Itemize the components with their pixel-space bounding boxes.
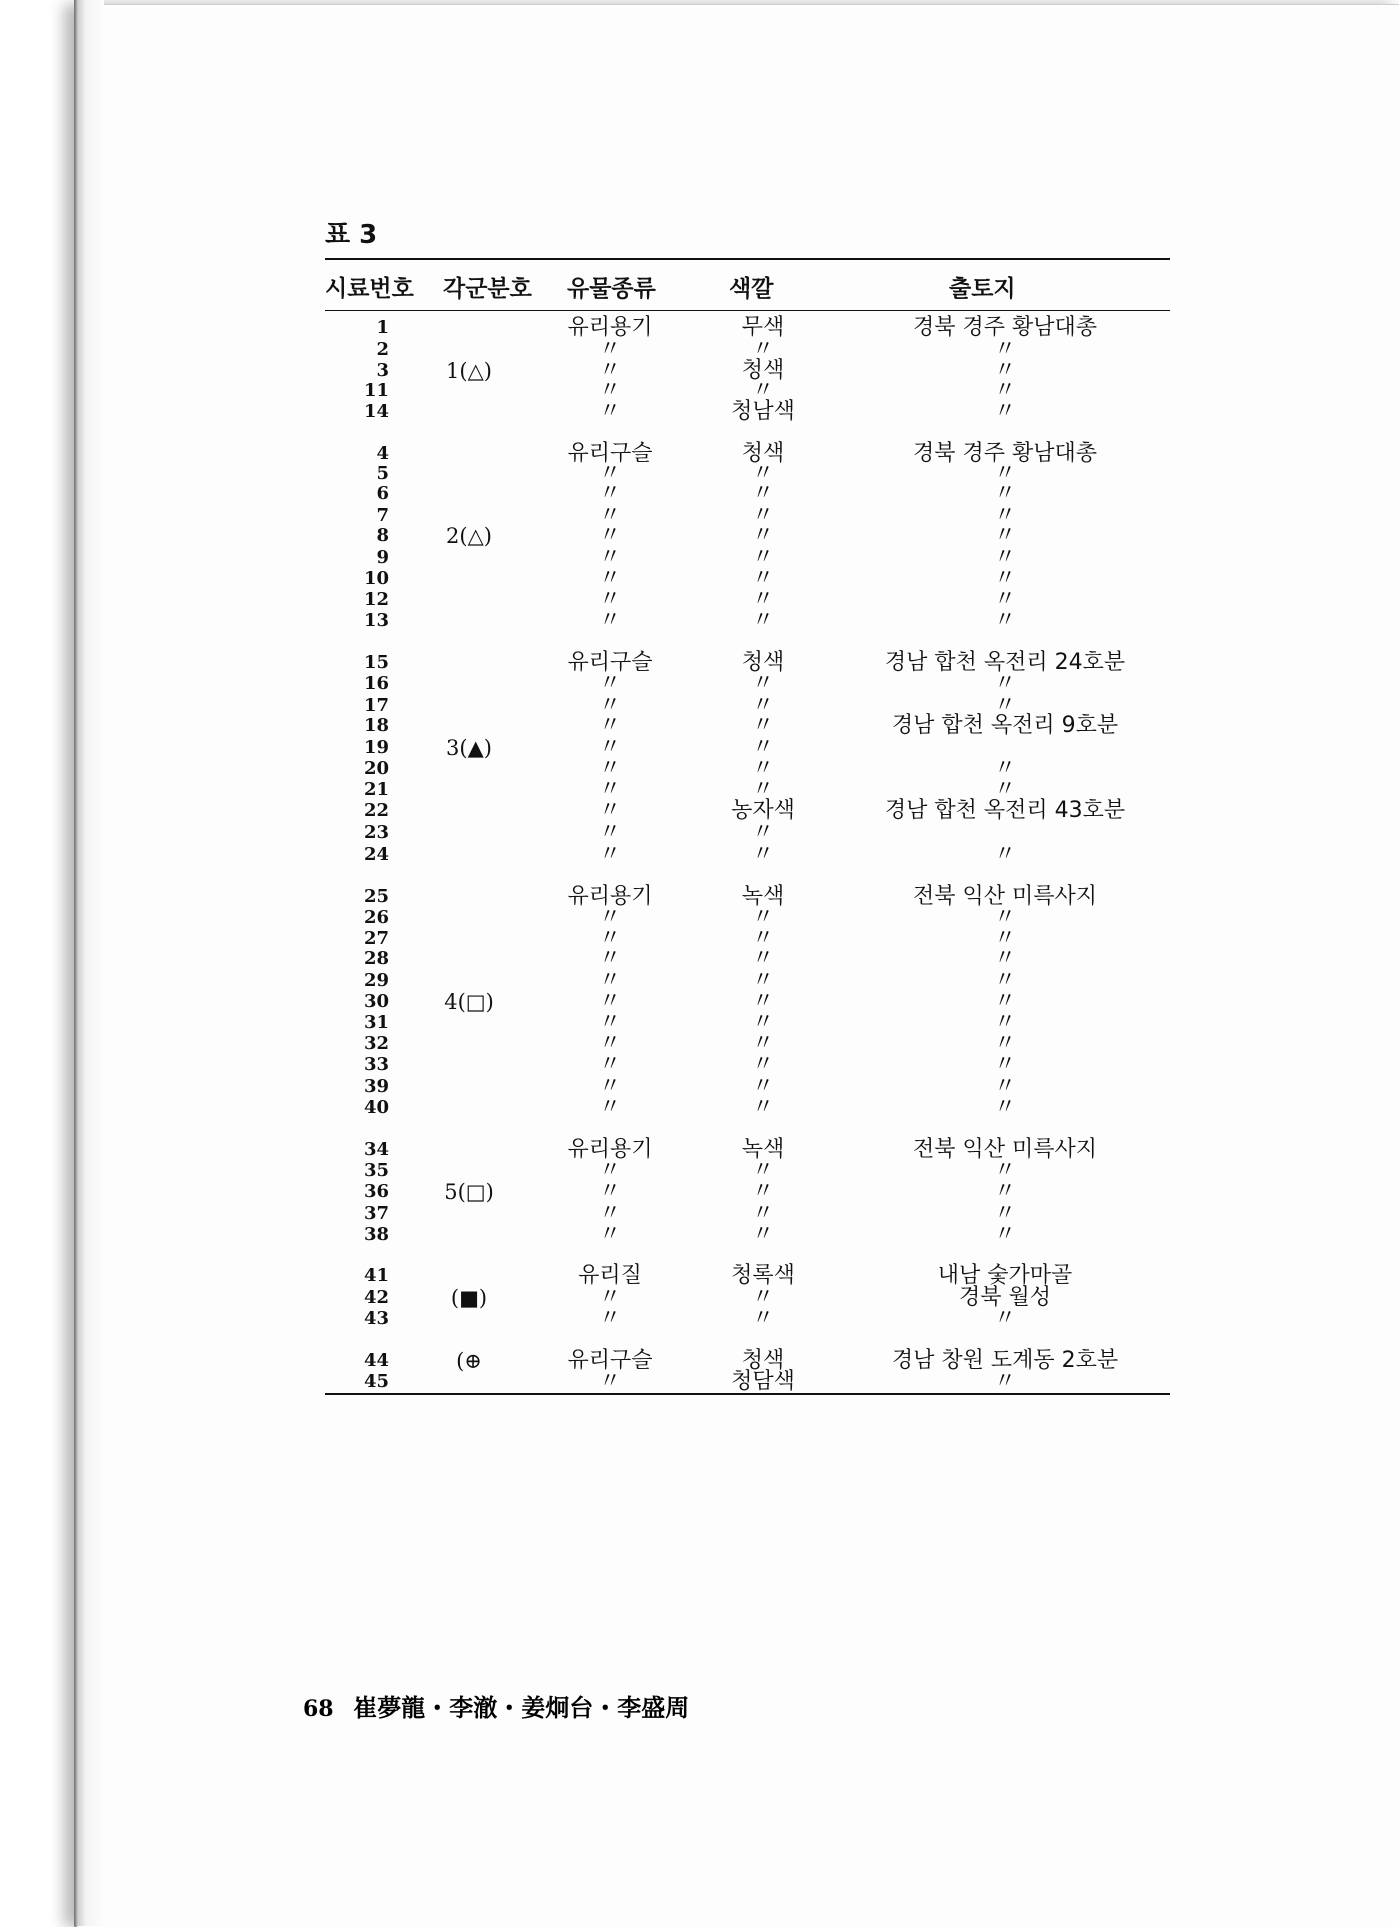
color-cell: 청남색 — [731, 399, 795, 424]
artifact-type-cell: 〃 — [598, 1201, 621, 1226]
color-cell: 〃 — [751, 503, 774, 528]
sample-number-cell: 23 — [363, 822, 389, 843]
sample-number-cell: 6 — [376, 483, 389, 504]
color-cell: 농자색 — [731, 798, 795, 823]
color-cell: 〃 — [751, 1010, 774, 1035]
site-cell: 〃 — [993, 503, 1016, 528]
artifact-type-cell: 유리구슬 — [567, 441, 653, 466]
sample-number-cell: 42 — [363, 1287, 389, 1308]
artifact-type-cell: 〃 — [598, 820, 621, 845]
site-cell: 〃 — [993, 461, 1016, 486]
color-cell: 〃 — [751, 378, 774, 403]
group-number-cell: 3(▲) — [446, 736, 492, 760]
group-number-cell: (⊕ — [456, 1349, 482, 1373]
sample-number-cell: 11 — [363, 380, 389, 401]
artifact-type-cell: 유리용기 — [567, 315, 653, 340]
site-cell: 경북 월성 — [958, 1285, 1051, 1310]
table-row — [325, 399, 1170, 425]
header-group-no: 각군분호 — [443, 276, 532, 302]
color-cell: 〃 — [751, 820, 774, 845]
site-cell: 〃 — [993, 587, 1016, 612]
artifact-type-cell: 〃 — [598, 968, 621, 993]
sample-number-cell: 41 — [363, 1265, 389, 1286]
site-cell: 〃 — [993, 378, 1016, 403]
color-cell: 〃 — [751, 608, 774, 633]
sample-number-cell: 37 — [363, 1203, 389, 1224]
site-cell: 〃 — [993, 777, 1016, 802]
sample-number-cell: 27 — [363, 928, 389, 949]
artifact-type-cell: 〃 — [598, 566, 621, 591]
site-cell: 〃 — [993, 905, 1016, 930]
header-color: 색깔 — [729, 276, 774, 302]
artifact-type-cell: 〃 — [598, 735, 621, 760]
site-cell: 〃 — [993, 566, 1016, 591]
footer-authors: 崔夢龍・李澈・姜炯台・李盛周 — [353, 1693, 690, 1722]
artifact-type-cell: 〃 — [598, 587, 621, 612]
color-cell: 〃 — [751, 905, 774, 930]
sample-number-cell: 8 — [376, 525, 389, 546]
site-cell: 〃 — [993, 1074, 1016, 1099]
sample-number-cell: 3 — [376, 360, 389, 381]
color-cell: 〃 — [751, 671, 774, 696]
site-cell: 〃 — [993, 1010, 1016, 1035]
color-cell: 청담색 — [731, 1369, 795, 1394]
sample-number-cell: 2 — [376, 339, 389, 360]
artifact-type-cell: 〃 — [598, 399, 621, 424]
sample-number-cell: 17 — [363, 695, 389, 716]
color-cell: 〃 — [751, 989, 774, 1014]
artifact-type-cell: 〃 — [598, 1369, 621, 1394]
sample-number-cell: 28 — [363, 948, 389, 969]
site-cell: 〃 — [993, 358, 1016, 383]
artifact-type-cell: 〃 — [598, 1285, 621, 1310]
artifact-type-cell: 〃 — [598, 481, 621, 506]
sample-number-cell: 29 — [363, 970, 389, 991]
site-cell: 〃 — [993, 608, 1016, 633]
color-cell: 〃 — [751, 1222, 774, 1247]
header-sample-no: 시료번호 — [325, 276, 414, 302]
table-row — [325, 608, 1170, 634]
site-cell: 〃 — [993, 1222, 1016, 1247]
color-cell: 〃 — [751, 1052, 774, 1077]
color-cell: 〃 — [751, 1158, 774, 1183]
artifact-type-cell: 유리구슬 — [567, 1348, 653, 1373]
artifact-type-cell: 〃 — [598, 378, 621, 403]
group-number-cell: 4(□) — [444, 990, 494, 1014]
site-cell: 〃 — [993, 545, 1016, 570]
artifact-type-cell: 〃 — [598, 503, 621, 528]
color-cell: 〃 — [751, 1285, 774, 1310]
sample-number-cell: 35 — [363, 1160, 389, 1181]
artifact-type-cell: 〃 — [598, 946, 621, 971]
sample-number-cell: 14 — [363, 401, 389, 422]
site-cell: 경남 창원 도계동 2호분 — [891, 1348, 1119, 1373]
color-cell: 〃 — [751, 946, 774, 971]
color-cell: 청색 — [741, 441, 785, 466]
color-cell: 녹색 — [741, 884, 785, 909]
color-cell: 〃 — [751, 1201, 774, 1226]
color-cell: 녹색 — [741, 1137, 785, 1162]
site-cell: 〃 — [993, 1095, 1016, 1120]
color-cell: 청록색 — [731, 1263, 795, 1288]
color-cell: 〃 — [751, 566, 774, 591]
color-cell: 〃 — [751, 461, 774, 486]
color-cell: 〃 — [751, 337, 774, 362]
artifact-type-cell: 〃 — [598, 1158, 621, 1183]
site-cell: 〃 — [993, 946, 1016, 971]
color-cell: 〃 — [751, 481, 774, 506]
color-cell: 〃 — [751, 545, 774, 570]
artifact-type-cell: 〃 — [598, 756, 621, 781]
group-number-cell: 5(□) — [444, 1180, 494, 1204]
color-cell: 〃 — [751, 1095, 774, 1120]
color-cell: 무색 — [741, 315, 785, 340]
artifact-type-cell: 〃 — [598, 358, 621, 383]
sample-number-cell: 43 — [363, 1308, 389, 1329]
color-cell: 〃 — [751, 926, 774, 951]
color-cell: 〃 — [751, 523, 774, 548]
sample-number-cell: 24 — [363, 844, 389, 865]
artifact-type-cell: 〃 — [598, 1010, 621, 1035]
color-cell: 〃 — [751, 1031, 774, 1056]
sample-number-cell: 21 — [363, 779, 389, 800]
sample-number-cell: 26 — [363, 907, 389, 928]
color-cell: 〃 — [751, 1179, 774, 1204]
site-cell: 〃 — [993, 968, 1016, 993]
artifact-type-cell: 〃 — [598, 905, 621, 930]
color-cell: 〃 — [751, 968, 774, 993]
site-cell: 〃 — [993, 671, 1016, 696]
group-number-cell: (■) — [450, 1286, 488, 1310]
artifact-type-cell: 〃 — [598, 1074, 621, 1099]
page-footer — [303, 1688, 689, 1723]
color-cell: 청색 — [741, 1348, 785, 1373]
sample-number-cell: 31 — [363, 1012, 389, 1033]
group-number-cell: 2(△) — [446, 524, 492, 548]
site-cell: 〃 — [993, 399, 1016, 424]
site-cell: 〃 — [993, 1369, 1016, 1394]
sample-number-cell: 44 — [363, 1350, 389, 1371]
color-cell: 〃 — [751, 777, 774, 802]
table-row — [325, 1222, 1170, 1248]
sample-number-cell: 9 — [376, 547, 389, 568]
artifact-type-cell: 〃 — [598, 713, 621, 738]
artifact-type-cell: 〃 — [598, 693, 621, 718]
sample-number-cell: 16 — [363, 673, 389, 694]
artifact-type-cell: 〃 — [598, 671, 621, 696]
sample-number-cell: 12 — [363, 589, 389, 610]
site-cell: 〃 — [993, 523, 1016, 548]
artifact-type-cell: 〃 — [598, 1179, 621, 1204]
sample-number-cell: 32 — [363, 1033, 389, 1054]
artifact-type-cell: 〃 — [598, 842, 621, 867]
table-row — [325, 842, 1170, 868]
sample-number-cell: 15 — [363, 652, 389, 673]
table-header-row — [325, 260, 1170, 310]
color-cell: 〃 — [751, 1306, 774, 1331]
artifact-type-cell: 〃 — [598, 798, 621, 823]
sample-number-cell: 7 — [376, 505, 389, 526]
sample-number-cell: 22 — [363, 800, 389, 821]
table-body — [325, 311, 1170, 1393]
sample-number-cell: 33 — [363, 1054, 389, 1075]
artifact-type-cell: 〃 — [598, 1306, 621, 1331]
table-row — [325, 1306, 1170, 1332]
artifact-type-cell: 〃 — [598, 989, 621, 1014]
color-cell: 〃 — [751, 1074, 774, 1099]
site-cell: 경북 경주 황남대총 — [912, 315, 1097, 340]
sample-number-cell: 20 — [363, 758, 389, 779]
sample-number-cell: 45 — [363, 1371, 389, 1392]
table-title: 표 3 — [325, 220, 378, 250]
artifact-type-cell: 〃 — [598, 1052, 621, 1077]
sample-number-cell: 18 — [363, 715, 389, 736]
site-cell: 경남 합천 옥전리 43호분 — [884, 798, 1126, 823]
site-cell: 내남 숯가마골 — [937, 1263, 1073, 1288]
site-cell: 경북 경주 황남대총 — [912, 441, 1097, 466]
sample-number-cell: 38 — [363, 1224, 389, 1245]
sample-number-cell: 4 — [376, 443, 389, 464]
sample-number-cell: 10 — [363, 568, 389, 589]
artifact-type-cell: 유리질 — [578, 1263, 642, 1288]
sample-number-cell: 34 — [363, 1139, 389, 1160]
sample-number-cell: 5 — [376, 463, 389, 484]
artifact-type-cell: 〃 — [598, 337, 621, 362]
sample-number-cell: 30 — [363, 991, 389, 1012]
color-cell: 〃 — [751, 587, 774, 612]
color-cell: 청색 — [741, 358, 785, 383]
site-cell: 〃 — [993, 1031, 1016, 1056]
artifact-type-cell: 〃 — [598, 926, 621, 951]
artifact-type-cell: 〃 — [598, 523, 621, 548]
artifact-type-cell: 〃 — [598, 1222, 621, 1247]
artifact-type-cell: 〃 — [598, 461, 621, 486]
site-cell: 〃 — [993, 1158, 1016, 1183]
site-cell: 〃 — [993, 756, 1016, 781]
site-cell: 〃 — [993, 1179, 1016, 1204]
color-cell: 〃 — [751, 735, 774, 760]
site-cell: 〃 — [993, 337, 1016, 362]
sample-number-cell: 13 — [363, 610, 389, 631]
group-number-cell: 1(△) — [446, 359, 492, 383]
site-cell: 〃 — [993, 1306, 1016, 1331]
header-site: 출토지 — [949, 276, 1016, 302]
artifact-type-cell: 〃 — [598, 1095, 621, 1120]
table-row — [325, 1095, 1170, 1121]
site-cell: 〃 — [993, 693, 1016, 718]
table-row — [325, 1369, 1170, 1395]
site-cell: 〃 — [993, 481, 1016, 506]
site-cell: 전북 익산 미륵사지 — [912, 884, 1097, 909]
site-cell: 〃 — [993, 1201, 1016, 1226]
artifact-type-cell: 유리용기 — [567, 1137, 653, 1162]
artifact-type-cell: 〃 — [598, 777, 621, 802]
artifact-type-cell: 〃 — [598, 545, 621, 570]
site-cell: 〃 — [993, 926, 1016, 951]
sample-number-cell: 36 — [363, 1181, 389, 1202]
site-cell: 전북 익산 미륵사지 — [912, 1137, 1097, 1162]
sample-number-cell: 39 — [363, 1076, 389, 1097]
artifact-type-cell: 유리구슬 — [567, 650, 653, 675]
color-cell: 청색 — [741, 650, 785, 675]
color-cell: 〃 — [751, 693, 774, 718]
sample-number-cell: 40 — [363, 1097, 389, 1118]
artifact-type-cell: 〃 — [598, 1031, 621, 1056]
sample-number-cell: 19 — [363, 737, 389, 758]
table-block — [325, 212, 1170, 1395]
artifact-type-cell: 유리용기 — [567, 884, 653, 909]
site-cell: 경남 합천 옥전리 24호분 — [884, 650, 1126, 675]
header-artifact-type: 유물종류 — [567, 276, 656, 302]
color-cell: 〃 — [751, 842, 774, 867]
artifact-type-cell: 〃 — [598, 608, 621, 633]
color-cell: 〃 — [751, 756, 774, 781]
site-cell: 〃 — [993, 989, 1016, 1014]
page-number: 68 — [303, 1696, 334, 1722]
color-cell: 〃 — [751, 713, 774, 738]
sample-number-cell: 1 — [376, 317, 389, 338]
site-cell: 경남 합천 옥전리 9호분 — [891, 713, 1119, 738]
site-cell: 〃 — [993, 1052, 1016, 1077]
site-cell: 〃 — [993, 842, 1016, 867]
sample-number-cell: 25 — [363, 886, 389, 907]
